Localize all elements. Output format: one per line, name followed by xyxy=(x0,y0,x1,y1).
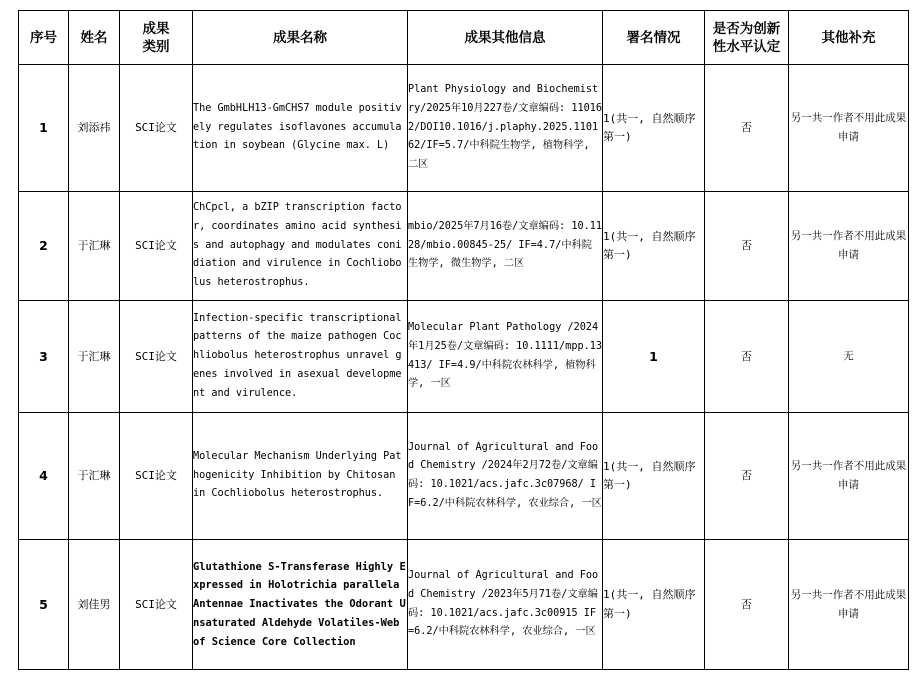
row-notes: 另一共一作者不用此成果申请 xyxy=(789,540,909,670)
row-name: 刘佳男 xyxy=(69,540,120,670)
header-info: 成果其他信息 xyxy=(408,11,603,65)
row-category: SCI论文 xyxy=(120,192,193,301)
row-category: SCI论文 xyxy=(120,65,193,192)
row-authorship: 1(共一, 自然顺序第一) xyxy=(603,413,705,540)
row-notes: 另一共一作者不用此成果申请 xyxy=(789,413,909,540)
row-name: 于汇琳 xyxy=(69,413,120,540)
row-title: ChCpcl, a bZIP transcription factor, coordinates amino acid synthesis and autophagy and modulates conidiation and virulence in Cochliobolus heterostrophus. xyxy=(193,192,408,301)
row-notes: 另一共一作者不用此成果申请 xyxy=(789,192,909,301)
row-info: Plant Physiology and Biochemistry/2025年10月227卷/文章编码: 110162/DOI10.1016/j.plaphy.2025.110162/IF=5.7/中科院生物学, 植物科学, 二区 xyxy=(408,65,603,192)
table-row xyxy=(19,192,909,301)
row-index: 4 xyxy=(19,413,69,540)
row-innovation: 否 xyxy=(705,413,789,540)
table-row xyxy=(19,540,909,670)
row-category: SCI论文 xyxy=(120,413,193,540)
table-row xyxy=(19,301,909,413)
row-authorship: 1 xyxy=(603,301,705,413)
row-info: Journal of Agricultural and Food Chemistry /2023年5月71卷/文章编码: 10.1021/acs.jafc.3c00915 IF=6.2/中科院农林科学, 农业综合, 一区 xyxy=(408,540,603,670)
row-authorship: 1(共一, 自然顺序第一) xyxy=(603,192,705,301)
table-row xyxy=(19,65,909,192)
row-innovation: 否 xyxy=(705,540,789,670)
header-row xyxy=(19,11,909,65)
row-innovation: 否 xyxy=(705,192,789,301)
header-innovation: 是否为创新 性水平认定 xyxy=(705,11,789,65)
row-info: Molecular Plant Pathology /2024年1月25卷/文章编码: 10.1111/mpp.13413/ IF=4.9/中科院农林科学, 植物科学, 一区 xyxy=(408,301,603,413)
row-title: The GmbHLH13-GmCHS7 module positively regulates isoflavones accumulation in soybean (Glycine max. L) xyxy=(193,65,408,192)
row-category: SCI论文 xyxy=(120,540,193,670)
header-authorship: 署名情况 xyxy=(603,11,705,65)
row-info: Journal of Agricultural and Food Chemistry /2024年2月72卷/文章编码: 10.1021/acs.jafc.3c07968/ IF=6.2/中科院农林科学, 农业综合, 一区 xyxy=(408,413,603,540)
row-innovation: 否 xyxy=(705,301,789,413)
row-index: 5 xyxy=(19,540,69,670)
row-info: mbio/2025年7月16卷/文章编码: 10.1128/mbio.00845-25/ IF=4.7/中科院生物学, 微生物学, 二区 xyxy=(408,192,603,301)
achievements-table xyxy=(18,10,909,670)
row-title: Infection-specific transcriptional patterns of the maize pathogen Cochliobolus heterostrophus unravel genes involved in asexual development and virulence. xyxy=(193,301,408,413)
row-authorship: 1(共一, 自然顺序第一) xyxy=(603,540,705,670)
row-title: Molecular Mechanism Underlying Pathogenicity Inhibition by Chitosan in Cochliobolus heterostrophus. xyxy=(193,413,408,540)
header-index: 序号 xyxy=(19,11,69,65)
header-title: 成果名称 xyxy=(193,11,408,65)
row-notes: 无 xyxy=(789,301,909,413)
header-name: 姓名 xyxy=(69,11,120,65)
table-row xyxy=(19,413,909,540)
row-title: Glutathione S-Transferase Highly Expressed in Holotrichia parallela Antennae Inactivates the Odorant Unsaturated Aldehyde Volatiles-Web of Science Core Collection xyxy=(193,540,408,670)
header-category: 成果 类别 xyxy=(120,11,193,65)
row-index: 1 xyxy=(19,65,69,192)
row-authorship: 1(共一, 自然顺序第一) xyxy=(603,65,705,192)
row-index: 2 xyxy=(19,192,69,301)
row-notes: 另一共一作者不用此成果申请 xyxy=(789,65,909,192)
header-notes: 其他补充 xyxy=(789,11,909,65)
row-index: 3 xyxy=(19,301,69,413)
row-name: 于汇琳 xyxy=(69,192,120,301)
row-name: 于汇琳 xyxy=(69,301,120,413)
row-category: SCI论文 xyxy=(120,301,193,413)
row-name: 刘添祎 xyxy=(69,65,120,192)
row-innovation: 否 xyxy=(705,65,789,192)
